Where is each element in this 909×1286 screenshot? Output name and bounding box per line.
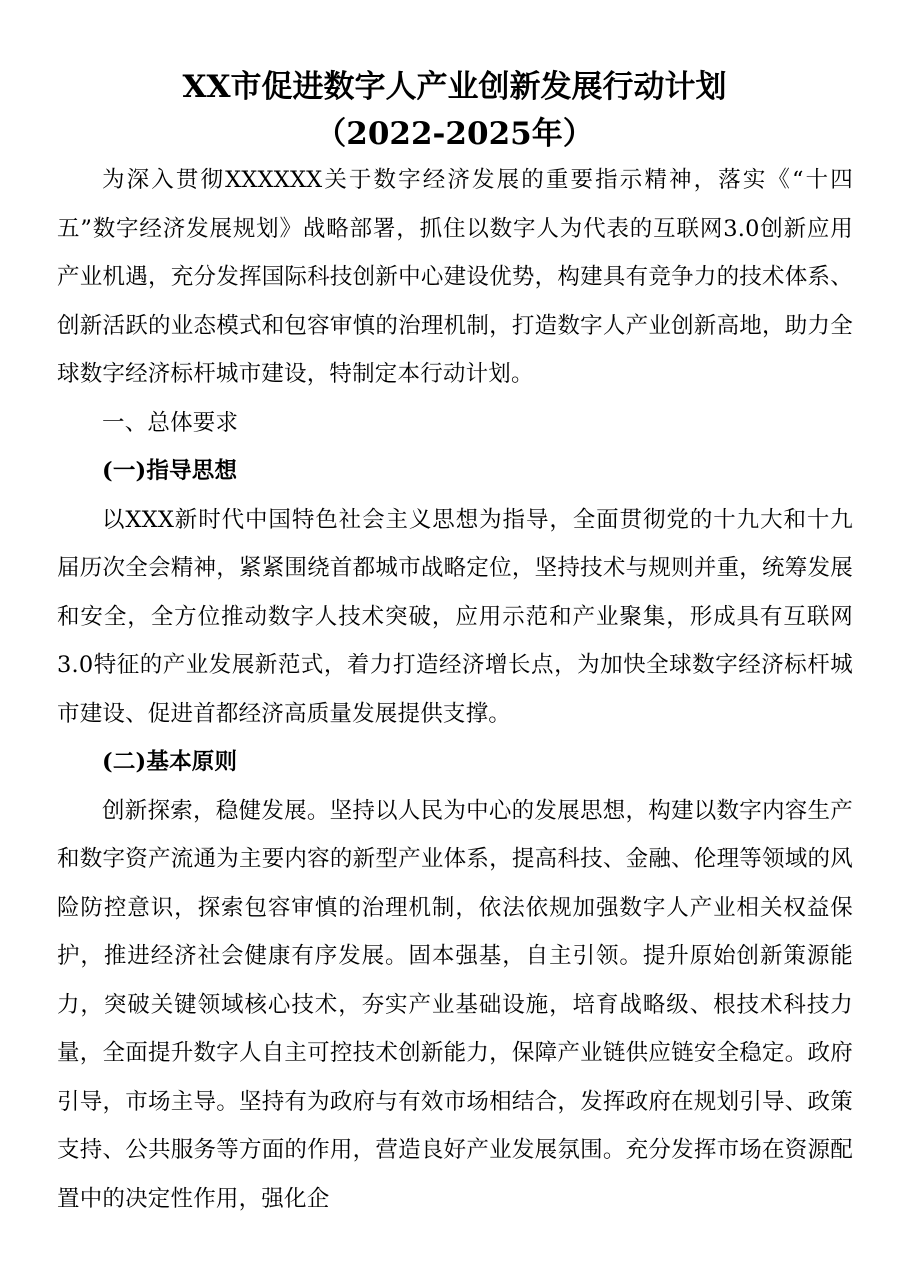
intro-paragraph: 为深入贯彻XXXXXX关于数字经济发展的重要指示精神，落实《“十四五”数字经济发展规划》战略部署，抓住以数字人为代表的互联网3.0创新应用产业机遇，充分发挥国际科技创新中心建设优势，构建具有竞争力的技术体系、创新活跃的业态模式和包容审慎的治理机制，打造数字人产业创新高地，助力全球数字经济标杆城市建设，特制定本行动计划。 xyxy=(57,167,853,387)
subsection-heading-guiding-ideology: (一)指导思想 xyxy=(102,458,238,484)
subsection-heading-basic-principles: (二)基本原则 xyxy=(102,749,238,775)
section-heading-general-requirements: 一、总体要求 xyxy=(102,409,239,436)
document-title: XX市促进数字人产业创新发展行动计划 xyxy=(182,69,727,105)
document-body xyxy=(57,156,853,1223)
guiding-ideology-paragraph: 以XXX新时代中国特色社会主义思想为指导，全面贯彻党的十九大和十九届历次全会精神，紧紧围绕首都城市战略定位，坚持技术与规则并重，统筹发展和安全，全方位推动数字人技术突破，应用示范和产业聚集，形成具有互联网3.0特征的产业发展新范式，着力打造经济增长点，为加快全球数字经济标杆城市建设、促进首都经济高质量发展提供支撑。 xyxy=(57,506,853,727)
document-subtitle-years: （2022-2025年） xyxy=(315,116,594,152)
basic-principles-paragraph: 创新探索，稳健发展。坚持以人民为中心的发展思想，构建以数字内容生产和数字资产流通为主要内容的新型产业体系，提高科技、金融、伦理等领域的风险防控意识，探索包容审慎的治理机制，依法依规加强数字人产业相关权益保护，推进经济社会健康有序发展。固本强基，自主引领。提升原始创新策源能力，突破关键领域核心技术，夯实产业基础设施，培育战略级、根技术科技力量，全面提升数字人自主可控技术创新能力，保障产业链供应链安全稳定。政府引导，市场主导。坚持有为政府与有效市场相结合，发挥政府在规划引导、政策支持、公共服务等方面的作用，营造良好产业发展氛围。充分发挥市场在资源配置中的决定性作用，强化企 xyxy=(57,797,853,1212)
